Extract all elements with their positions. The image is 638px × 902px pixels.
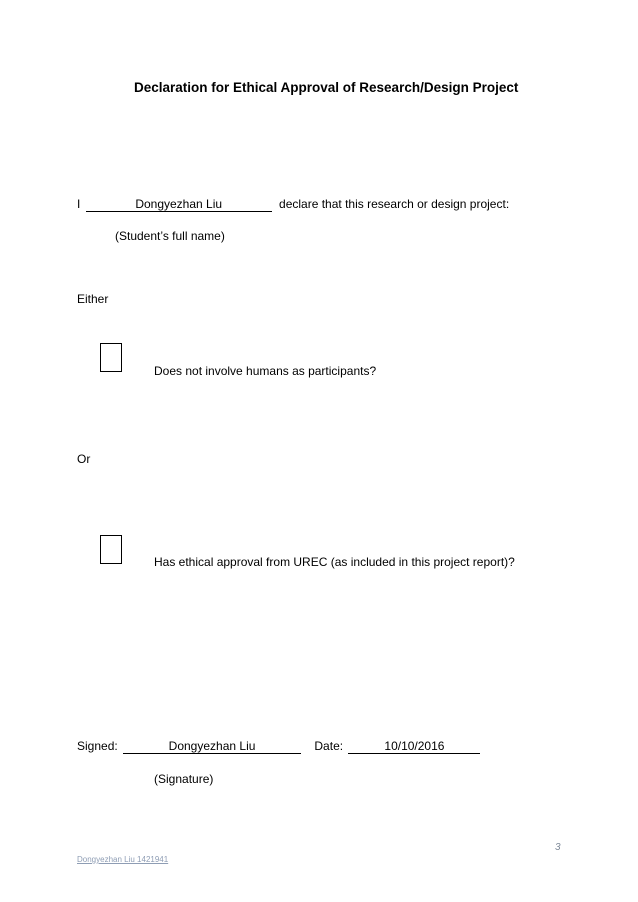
- signature-caption: (Signature): [154, 772, 214, 786]
- checkbox-ethical-approval[interactable]: [100, 535, 122, 564]
- signature-field: Dongyezhan Liu: [123, 740, 301, 754]
- declaration-line: [77, 197, 509, 212]
- page-number: 3: [555, 842, 561, 853]
- document-title: Declaration for Ethical Approval of Research/Design Project: [134, 80, 519, 95]
- footer-text: Dongyezhan Liu 1421941: [77, 855, 169, 864]
- date-field: 10/10/2016: [348, 740, 480, 754]
- student-name-caption: (Student’s full name): [115, 229, 225, 243]
- either-label: Either: [77, 292, 109, 306]
- signed-label: Signed:: [77, 739, 118, 753]
- declaration-prefix: I: [77, 197, 81, 211]
- option-no-humans-label: Does not involve humans as participants?: [154, 364, 377, 378]
- checkbox-no-humans[interactable]: [100, 343, 122, 372]
- option-ethical-approval-label: Has ethical approval from UREC (as included in this project report)?: [154, 555, 515, 569]
- signature-line: [77, 739, 480, 754]
- date-label: Date:: [314, 739, 344, 753]
- declaration-suffix: declare that this research or design project:: [279, 197, 510, 211]
- student-name-field: Dongyezhan Liu: [86, 198, 272, 212]
- or-label: Or: [77, 452, 91, 466]
